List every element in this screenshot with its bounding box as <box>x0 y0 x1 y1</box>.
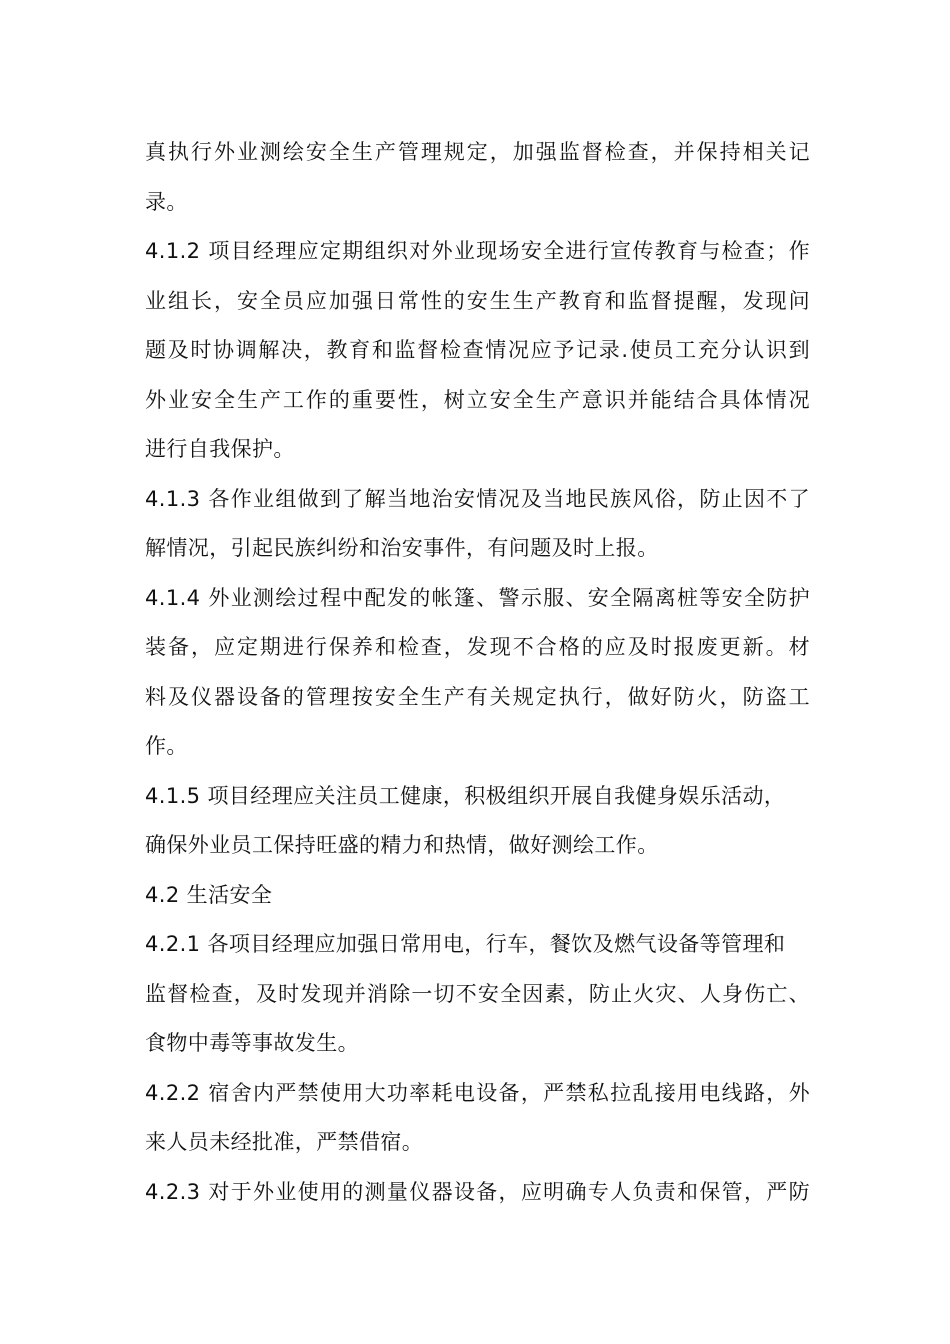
section-heading: 4.2 生活安全 <box>145 882 273 907</box>
text-line: 装备，应定期进行保养和检查，发现不合格的应及时报废更新。材 <box>145 635 810 659</box>
text-line: 题及时协调解决，教育和监督检查情况应予记录.使员工充分认识到 <box>145 338 810 362</box>
text-line: 4.1.3 各作业组做到了解当地治安情况及当地民族风俗，防止因不了 <box>145 486 810 511</box>
text-line: 料及仪器设备的管理按安全生产有关规定执行，做好防火，防盗工 <box>145 684 810 709</box>
document-body <box>145 128 810 1217</box>
text-line: 作。 <box>145 734 188 758</box>
text-line: 录。 <box>145 189 188 214</box>
text-line: 来人员未经批准，严禁借宿。 <box>145 1130 424 1154</box>
text-line: 解情况，引起民族纠纷和治安事件，有问题及时上报。 <box>145 536 659 560</box>
text-line: 4.1.2 项目经理应定期组织对外业现场安全进行宣传教育与检查；作 <box>145 239 810 263</box>
text-line: 真执行外业测绘安全生产管理规定，加强监督检查，并保持相关记 <box>145 140 810 164</box>
text-line: 4.2.1 各项目经理应加强日常用电，行车，餐饮及燃气设备等管理和 <box>145 932 786 956</box>
text-line: 外业安全生产工作的重要性，树立安全生产意识并能结合具体情况 <box>145 387 810 412</box>
text-line: 4.2.2 宿舍内严禁使用大功率耗电设备，严禁私拉乱接用电线路，外 <box>145 1080 810 1105</box>
text-line: 进行自我保护。 <box>145 437 295 461</box>
text-line: 确保外业员工保持旺盛的精力和热情，做好测绘工作。 <box>145 833 659 857</box>
text-line: 业组长，安全员应加强日常性的安生生产教育和监督提醒，发现问 <box>145 288 810 313</box>
text-line: 监督检查，及时发现并消除一切不安全因素，防止火灾、人身伤亡、 <box>145 981 810 1006</box>
text-line: 4.1.4 外业测绘过程中配发的帐篷、警示服、安全隔离桩等安全防护 <box>145 585 810 610</box>
text-line: 4.1.5 项目经理应关注员工健康，积极组织开展自我健身娱乐活动， <box>145 783 786 808</box>
text-line: 食物中毒等事故发生。 <box>145 1031 359 1055</box>
text-line: 4.2.3 对于外业使用的测量仪器设备，应明确专人负责和保管，严防 <box>145 1179 810 1204</box>
